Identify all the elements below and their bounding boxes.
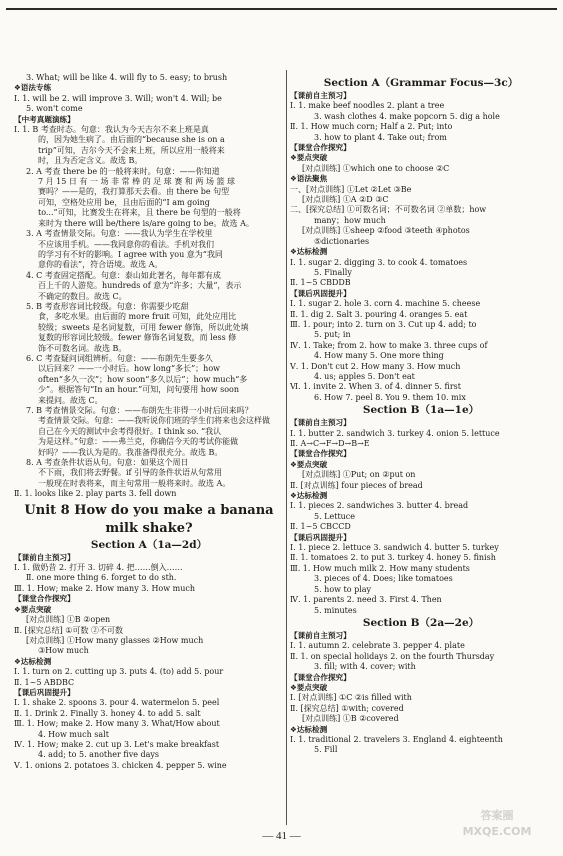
answer-line: 【课前自主预习】 (290, 418, 351, 428)
answer-line: trip”可知，吉尔今天不会来上班，所以应用一般将来 (38, 145, 225, 155)
answer-line: Ⅱ. 1. dig 2. Salt 3. pouring 4. oranges 5. eat (290, 309, 468, 319)
answer-line: Ⅰ. 1. shake 2. spoons 3. pour 4. watermelon 5. peel (14, 698, 220, 708)
answer-line: often“多久一次”；how soon“多久以后”；how much“多 (38, 374, 248, 384)
section-a-1a-2d-title: Section A（1a—2d） (90, 538, 208, 551)
answer-line: Ⅵ. 1. invite 2. When 3. of 4. dinner 5. first (290, 382, 461, 392)
answer-line: ❖达标检测 (290, 247, 328, 257)
answer-line: Ⅲ. 1. How; make 2. How many 3. What/How about (14, 719, 220, 729)
answer-line: Ⅰ. 1. make beef noodles 2. plant a tree (290, 101, 445, 111)
answer-line: 4. add; to 5. another five days (38, 750, 160, 760)
answer-line: Ⅰ. 1. turn on 2. cutting up 3. puts 4. (to) add 5. pour (14, 667, 224, 677)
answer-line: 8. A 考查条件状语从句。句意：如果这个周日 (26, 458, 189, 468)
answer-line: 的，因为她生病了。由后面的“because she is on a (38, 135, 225, 145)
answer-line: 7 月 15 日 有 一 场 非 常 棒 的 足 球 赛 和 两 场 篮 球 (38, 177, 236, 187)
answer-line: 的学习有不好的影响。I agree with you 意为“我同 (38, 249, 223, 259)
answer-line: 时，且为否定含义。故选 B。 (38, 156, 143, 166)
answer-line: 【课堂合作探究】 (290, 672, 351, 682)
answer-line: 5. won't come (26, 104, 83, 114)
answer-line: Ⅰ. [对点训练] ①C ②is filled with (290, 693, 412, 703)
answer-line: 不确定的数目。故选 C。 (38, 291, 127, 301)
answer-line: 3. What; will be like 4. will fly to 5. easy; to brush (26, 73, 228, 82)
answer-line: 【课堂合作探究】 (14, 594, 75, 604)
answer-line: Ⅳ. 1. Take; from 2. how to make 3. three cups of (290, 340, 488, 350)
right-column (290, 76, 552, 756)
left-section-lines (14, 553, 284, 772)
answer-line: 来提问。故选 C。 (38, 395, 103, 405)
section-b-2a-2e-title: Section B（2a—2e） (362, 616, 480, 629)
unit-title-line2: milk shake? (105, 520, 193, 536)
answer-line: Ⅰ. 1. piece 2. lettuce 3. sandwich 4. butter 5. turkey (290, 543, 499, 553)
answer-line: 好吗？——我认为是的。我准备得很充分。故选 B。 (38, 447, 223, 457)
answer-line: 5. Finally (314, 267, 352, 277)
unit-title-line1: Unit 8 How do you make a banana (24, 502, 274, 518)
answer-line: Ⅱ. 1~5 CBDDB (290, 278, 351, 288)
answer-line: Ⅰ. 1. B 考查时态。句意：我认为今天吉尔不来上班是真 (14, 125, 209, 135)
answer-line: 3. pieces of 4. Does; like tomatoes (314, 574, 453, 584)
answer-line: ❖达标检测 (290, 724, 328, 734)
unit-title (14, 502, 284, 538)
answer-line: 百上千的人游览。hundreds of 意为“许多；大量”，表示 (38, 281, 242, 291)
answer-line: 不下雨，我们将去野餐。if 引导的条件状语从句常用 (38, 468, 223, 478)
page-number: — 41 — (262, 830, 301, 842)
answer-line: Ⅱ. 1~5 ABDBC (14, 677, 75, 687)
answer-line: Ⅱ. [探究总结] ①with; covered (290, 703, 404, 713)
answer-line: Ⅱ. A→C→F→D→B→E (290, 439, 370, 448)
answer-line: 以后回来？——一小时后。how long“多长”；how (38, 364, 221, 374)
answer-line: 4. C 考查固定搭配。句意：泰山如此著名，每年都有成 (26, 270, 221, 280)
answer-line: 较级；sweets 是名词复数，可用 fewer 修饰，所以此处填 (38, 322, 249, 332)
answer-line: [对点训练] ①A ②D ③C (302, 195, 389, 205)
answer-line: [对点训练] ①B ②covered (302, 714, 399, 724)
answer-line: many；how much (314, 215, 386, 225)
right-lines-1 (290, 91, 552, 403)
answer-line: Ⅴ. 1. Don't cut 2. How many 3. How much (290, 361, 461, 371)
answer-line: Ⅳ. 1. parents 2. need 3. First 4. Then (290, 595, 442, 605)
answer-line: ❖要点突破 (290, 459, 328, 469)
answer-line: 一般现在时表将来，而主句常用一般将来时。故选 A。 (38, 478, 231, 488)
left-lines (14, 73, 284, 500)
answer-line: [对点训练] ①which one to choose ②C (302, 163, 450, 173)
answer-line: [对点训练] ①How many glasses ②How much (26, 635, 204, 645)
answer-line: 5. minutes (314, 605, 357, 615)
answer-line: ❖要点突破 (290, 153, 328, 163)
answer-line: 意你的看法”，符合语境。故选 A。 (38, 260, 163, 270)
answer-line: 5. Lettuce (314, 511, 356, 521)
answer-line: Ⅰ. 1. sugar 2. hole 3. corn 4. machine 5. cheese (290, 299, 481, 309)
answer-line: 【课后巩固提升】 (290, 288, 351, 298)
answer-line: 2. A 考查 there be 的一般将来时。句意：——你知道 (26, 166, 220, 176)
answer-line: Ⅱ. 1. Drink 2. Finally 3. honey 4. to add 5. salt (14, 708, 201, 718)
answer-line: Ⅰ. 1. autumn 2. celebrate 3. pepper 4. plate (290, 641, 465, 651)
answer-line: 二、[探究总结] ①可数名词；不可数名词 ②单数；how (290, 205, 487, 215)
answer-line: Ⅴ. 1. onions 2. potatoes 3. chicken 4. pepper 5. wine (14, 760, 227, 770)
answer-line: Ⅰ. 1. will be 2. will improve 3. Will; won't 4. Will; be (14, 93, 222, 103)
answer-line: 【课后巩固提升】 (290, 532, 351, 542)
answer-line: Ⅱ. 1~5 CBCCD (290, 522, 351, 532)
answer-line: ③How much (38, 646, 89, 656)
right-lines-2 (290, 418, 552, 616)
answer-line: 3. wash clothes 4. make popcorn 5. dig a hole (314, 111, 500, 121)
section-a-grammar-title: Section A（Grammar Focus—3c） (323, 77, 519, 89)
answer-line: [对点训练] ①B ②open (26, 615, 111, 625)
answer-line: [对点训练] ①Put; on ②put on (302, 470, 416, 480)
top-rule (6, 8, 557, 10)
answer-line: 【课前自主预习】 (14, 552, 75, 562)
answer-line: ❖语法专练 (14, 83, 52, 93)
answer-line: Ⅰ. 1. butter 2. sandwich 3. turkey 4. onion 5. lettuce (290, 428, 500, 438)
answer-line: Ⅰ. 1. traditional 2. travelers 3. England 4. eighteenth (290, 734, 503, 744)
answer-line: 【课堂合作探究】 (290, 143, 351, 153)
answer-line: 【课后巩固提升】 (14, 687, 75, 697)
answer-line: 【课前自主预习】 (290, 91, 351, 100)
answer-line: 自己在今天的测试中会考得很好。I think so. “我认 (38, 426, 222, 436)
answer-line: 可知，空格处应用 be，且由后面的“I am going (38, 197, 210, 207)
answer-line: ❖语法聚焦 (290, 174, 328, 184)
watermark-line2: MXQE.COM (462, 825, 532, 838)
answer-line: 赛吗？——是的，我打算那天去看。由 there be 句型 (38, 187, 230, 197)
answer-line: 4. us; apples 5. Don't eat (314, 371, 415, 381)
answer-line: Ⅱ. one more thing 6. forget to do sth. (26, 573, 177, 583)
answer-line: Ⅱ. 1. How much corn; Half a 2. Put; into (290, 122, 453, 132)
column-divider (286, 70, 287, 825)
answer-line: 4. How much salt (38, 729, 109, 739)
section-b-1a-1e-title: Section B（1a—1e） (362, 404, 480, 417)
answer-line: ❖达标检测 (290, 491, 328, 501)
answer-line: 食，多吃水果。由后面的 more fruit 可知，此处应用比 (38, 312, 237, 322)
answer-line: 考查情景交际。句意：——我听说你们班的学生们将来也会这样做 (38, 416, 270, 426)
answer-line: 4. How many 5. One more thing (314, 351, 444, 361)
answer-line: 不应该用手机。——我同意你的看法。手机对我们 (38, 239, 214, 249)
answer-line: Ⅳ. 1. How; make 2. cut up 3. Let's make breakfast (14, 739, 220, 749)
answer-line: 为是这样。”句意：——弗兰克，你确信今天的考试你能做 (38, 437, 239, 447)
answer-line: 少”。根据答句“In an hour.”可知，问句要用 how soon (38, 385, 239, 395)
answer-line: Ⅱ. [对点训练] four pieces of bread (290, 480, 423, 490)
left-column (14, 73, 284, 771)
answer-line: Ⅲ. 1. How much milk 2. How many students (290, 563, 470, 573)
answer-line: Ⅱ. [探究总结] ①可数 ②不可数 (14, 625, 124, 635)
answer-line: to...”可知，比赛发生在将来，且 there be 句型的一般将 (38, 208, 241, 218)
answer-line: 3. how to plant 4. Take out; from (314, 132, 447, 142)
answer-line: 5. how to play (314, 584, 372, 594)
answer-line: [对点训练] ①sheep ②food ③teeth ④photos (302, 226, 470, 236)
answer-line: Ⅰ. 1. pieces 2. sandwiches 3. butter 4. bread (290, 501, 469, 511)
answer-line: 来时为 there will be/there is/are going to be。故选 A。 (38, 218, 254, 228)
answer-line: 【课前自主预习】 (290, 630, 351, 640)
right-lines-3 (290, 631, 552, 756)
answer-line: 复数的形容词比较级。fewer 修饰名词复数，而 less 修 (38, 333, 237, 343)
answer-line: 5. put; in (314, 330, 351, 340)
answer-line: 5. Fill (314, 745, 338, 755)
answer-line: Ⅱ. 1. looks like 2. play parts 3. fell down (14, 489, 177, 499)
answer-line: Ⅲ. 1. How; make 2. How many 3. How much (14, 583, 195, 593)
answer-line: Ⅱ. 1. on special holidays 2. on the fourth Thursday (290, 651, 495, 661)
answer-line: 【课堂合作探究】 (290, 449, 351, 459)
answer-line: ❖要点突破 (14, 604, 52, 614)
answer-line: 饰不可数名词。故选 B。 (38, 343, 127, 353)
answer-line: 6. C 考查疑问词组辨析。句意：——布朗先生要多久 (26, 353, 213, 363)
watermark-line1: 答案圈 (480, 809, 514, 822)
answer-line: 【中考真题演练】 (14, 114, 75, 124)
answer-line: Ⅰ. 1. sugar 2. digging 3. to cook 4. tomatoes (290, 257, 468, 267)
answer-line: ❖达标检测 (14, 656, 52, 666)
answer-line: ⑤dictionaries (314, 236, 370, 246)
answer-line: 6. How 7. peel 8. You 9. them 10. mix (314, 392, 466, 402)
answer-line: 3. fill; with 4. cover; with (314, 662, 416, 672)
watermark-logo (437, 808, 557, 850)
answer-line: 7. B 考查情景交际。句意：——布朗先生非得一小时后回来吗？ (26, 406, 253, 415)
answer-line: 5. B 考查形容词比较级。句意：你需要少吃甜 (26, 301, 189, 311)
answer-line: ❖要点突破 (290, 682, 328, 692)
answer-line: 一、[对点训练] ①Let ②Let ③Be (290, 184, 412, 194)
answer-line: 3. A 考查情景交际。句意：——我认为学生在学校里 (26, 229, 213, 239)
answer-line: Ⅲ. 1. pour; into 2. turn on 3. Cut up 4. add; to (290, 319, 477, 329)
answer-line: Ⅱ. 1. tomatoes 2. to put 3. turkey 4. honey 5. finish (290, 553, 496, 563)
answer-line: Ⅰ. 1. 做奶昔 2. 打开 3. 切碎 4. 把……倒入…… (14, 563, 183, 573)
